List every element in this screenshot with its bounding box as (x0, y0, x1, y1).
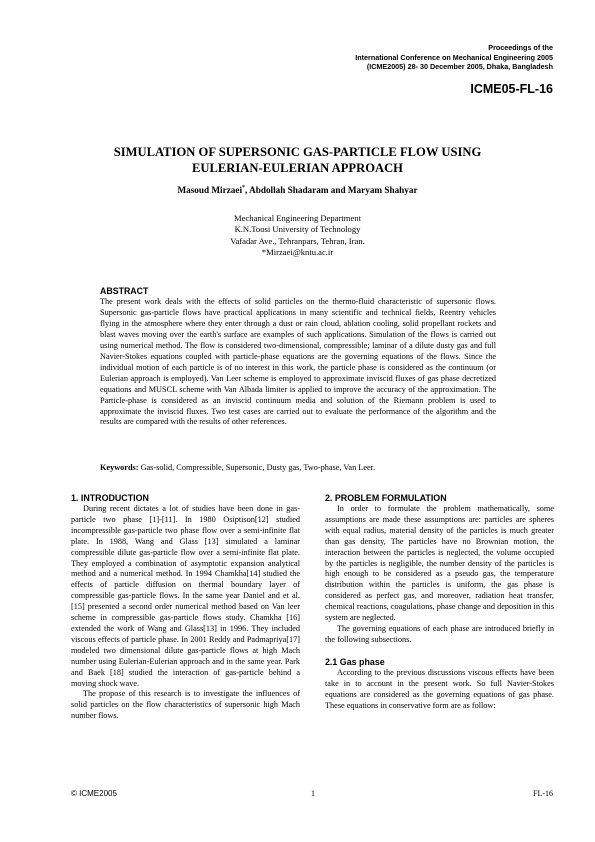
proceedings-line-3: (ICME2005) 28- 30 December 2005, Dhaka, Bangladesh (366, 62, 553, 72)
title-line-1: SIMULATION OF SUPERSONIC GAS-PARTICLE FLOW USING (113, 145, 482, 159)
abstract-text: The present work deals with the effects of solid particles on the thermo-fluid characteristic of supersonic flows. Supersonic gas-particle flows have practical applications in many scientific and technical fields, Reentry vehicles flying in the atmosphere where they enter through a dust or rain cloud, ablation cooling, solid propellant rockets and blast waves moving over the earth's surface are examples of such applications. Simulation of the flows is carried out using numerical method. The flow is considered two-dimensional, compressible; laminar of a dilute dusty gas and full Navier-Stokes equations coupled with particle-phase equations are the governing equations of the flows. Since the individual motion of each particle is of no interest in this work, the particle phase is considered as the continuum (or Eulerian approach is employed). Van Leer scheme is employed to approximate inviscid fluxes of gas phase decretized equations and MUSCL scheme with Van Albada limiter is applied to improve the accuracy of the approximation. The Particle-phase is considered as an inviscid continuum media and solution of the Riemann problem is used to approximate the inviscid fluxes. Two test cases are carried out to evaluate the performance of the algorithm and the results are compared with the results of other references. (100, 297, 496, 427)
right-column (325, 492, 554, 711)
footer-copyright: © ICME2005 (71, 789, 117, 798)
introduction-paragraph-1: During recent dictates a lot of studies have been done in gas-particle two phase [1]-[11]. In 1980 Osiptison[12] studied incompressible gas-particle two phase flow over a semi-infinite flat plate. In 1988, Wang and Glass [13] simulated a laminar compressible dilute gas-particle flow over a semi-infinite flat plate. They employed a combination of asymptotic expansion analytical method and a numerical method. In 1994 Chamkha[14] studied the effects of particle diffusion on thermal boundary layer of compressible gas-particle flows. In the same year Daniel and et al.[15] presented a second order numerical method based on Van leer scheme in compressible gas-particle flows study. Chamkha [16] extended the work of Wang and Glass[13] in 1996. They included viscous effects of particle phase. In 2001 Reddy and Padmapriya[17] modeled two dimensional dilute gas-particle flows at high Mach number using Eulerian-Eulerian approach and in the same year. Park and Baek [18] studied the interaction of gas-particle behind a moving shock wave. (71, 504, 300, 688)
footer-paper-code: FL-16 (533, 789, 553, 798)
keywords-line (100, 463, 500, 472)
paper-id: ICME05-FL-16 (470, 82, 553, 96)
affiliation-email: *Mirzaei@kntu.ac.ir (261, 246, 334, 257)
abstract-heading: ABSTRACT (100, 286, 149, 296)
gas-phase-heading: 2.1 Gas phase (325, 656, 385, 667)
author-mark: * (242, 185, 245, 191)
problem-paragraph-1: In order to formulate the problem mathematically, some assumptions are made these assumptions are: particles are spheres with equal radius, material density of the particles is much greater than gas density, The particles have no Brownian motion, the interaction between the particles is neglected, the volume occupied by the particles is negligible, the number density of the particles is high enough to be considered as a pseudo gas, the temperature distribution within the particles is uniform, the gas phase is considered as perfect gas, and moreover, radiation heat transfer, chemical reactions, coagulations, phase change and deposition in this system are neglected. (325, 504, 554, 623)
footer-page-number: 1 (311, 789, 315, 798)
gas-phase-paragraph: According to the previous discussions viscous effects have been take in to account in the present work. So full Navier-Stokes equations are considered as the governing equations of gas phase. These equations in conservative form are as follow: (325, 667, 554, 710)
problem-heading: 2. PROBLEM FORMULATION (325, 493, 447, 503)
proceedings-header (355, 43, 553, 72)
affiliation-block (60, 213, 535, 258)
left-column (71, 492, 300, 722)
keywords-label: Keywords: (100, 463, 139, 472)
author-rest: , Abdollah Shadaram and Maryam Shahyar (245, 185, 418, 196)
title-line-2: EULERIAN-EULERIAN APPROACH (192, 161, 403, 175)
affiliation-university: K.N.Toosi University of Technology (234, 224, 361, 235)
author-list (60, 185, 535, 195)
problem-paragraph-2: The governing equations of each phase are introduced briefly in the following subsections. (325, 623, 554, 644)
paper-title (60, 144, 535, 176)
affiliation-department: Mechanical Engineering Department (234, 213, 361, 223)
introduction-heading: 1. INTRODUCTION (71, 493, 149, 503)
proceedings-line-1: Proceedings of the (488, 43, 553, 52)
affiliation-address: Vafadar Ave., Tehranpars, Tehran, Iran. (230, 235, 365, 246)
proceedings-line-2: International Conference on Mechanical Engineering 2005 (355, 52, 553, 62)
author-first: Masoud Mirzaei (177, 185, 242, 196)
keywords-text: Gas-solid, Compressible, Supersonic, Dusty gas, Two-phase, Van Leer. (138, 463, 376, 472)
introduction-paragraph-2: The propose of this research is to investigate the influences of solid particles on the flow characteristics of supersonic high Mach number flows. (71, 689, 300, 721)
